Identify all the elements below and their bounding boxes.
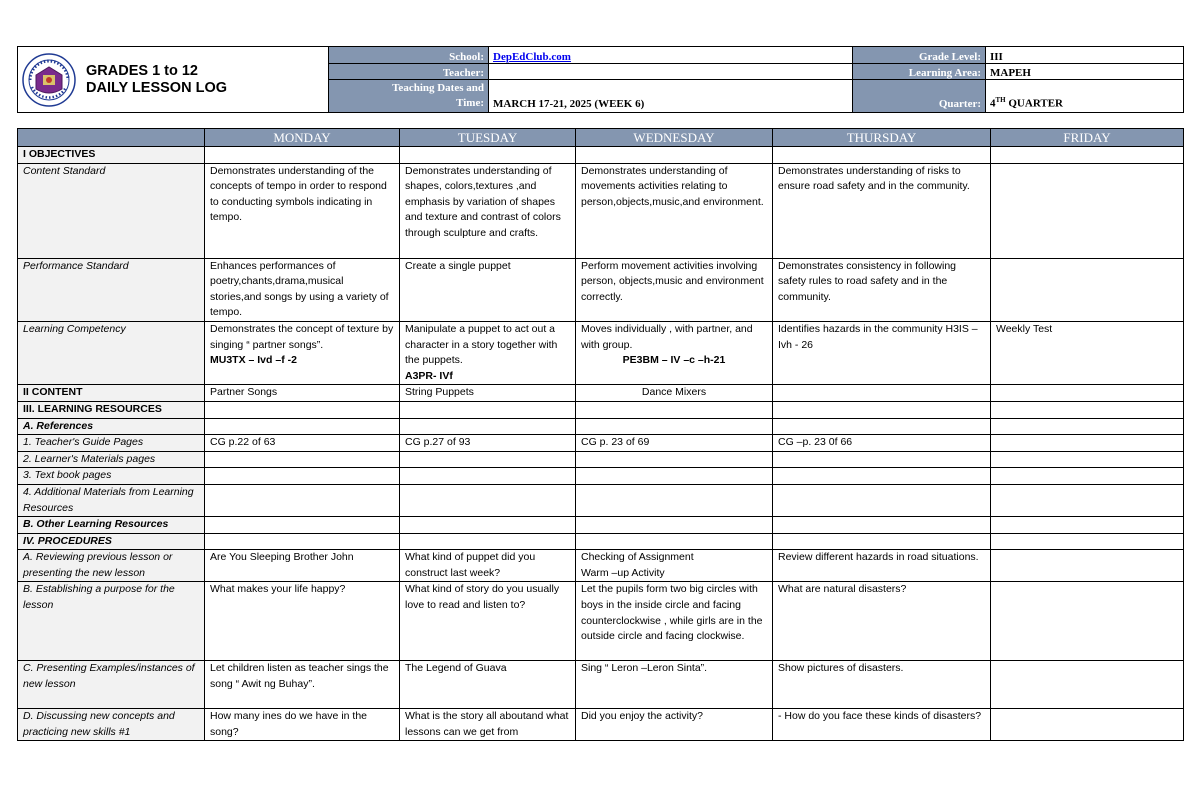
lesson-log-table-wrap xyxy=(17,128,1183,741)
day-header-wednesday: WEDNESDAY xyxy=(576,129,773,147)
table-cell xyxy=(400,401,576,418)
proc-c-friday xyxy=(991,661,1184,709)
title-line-2: DAILY LESSON LOG xyxy=(86,79,227,96)
lesson-log-header xyxy=(17,46,1183,112)
proc-a-monday: Are You Sleeping Brother John xyxy=(205,550,400,582)
table-row xyxy=(18,709,1184,741)
table-cell xyxy=(205,451,400,468)
grade-level-label: Grade Level: xyxy=(853,47,986,64)
table-cell xyxy=(205,418,400,435)
teacher-label: Teacher: xyxy=(329,64,489,80)
proc-c-tuesday: The Legend of Guava xyxy=(400,661,576,709)
tg-pages-monday: CG p.22 of 63 xyxy=(205,435,400,452)
proc-c-monday: Let children listen as teacher sings the song “ Awit ng Buhay”. xyxy=(205,661,400,709)
learning-area-value: MAPEH xyxy=(986,64,1184,80)
row-label-learning-competency: Learning Competency xyxy=(18,321,205,384)
learning-competency-monday xyxy=(205,321,400,384)
proc-d-tuesday-text: What is the story all aboutand what lessons can we get from xyxy=(405,710,569,739)
performance-standard-monday: Enhances performances of poetry,chants,drama,musical stories,and songs by using a variety of tempo. xyxy=(205,258,400,321)
day-header-friday: FRIDAY xyxy=(991,129,1184,147)
table-row xyxy=(18,468,1184,485)
quarter-word: QUARTER xyxy=(1005,98,1063,110)
table-row xyxy=(18,533,1184,550)
title-line-1: GRADES 1 to 12 xyxy=(86,62,198,79)
table-row xyxy=(18,517,1184,534)
competency-text: Manipulate a puppet to act out a character in a story together with the puppets. xyxy=(405,322,558,367)
learning-competency-tuesday xyxy=(400,321,576,384)
proc-b-thursday: What are natural disasters? xyxy=(773,582,991,661)
table-row xyxy=(18,484,1184,516)
content-standard-monday: Demonstrates understanding of the concepts of tempo in order to respond to conducting symbols indicating in tempo. xyxy=(205,163,400,258)
competency-text: Demonstrates the concept of texture by singing “ partner songs”. xyxy=(210,322,394,351)
table-cell xyxy=(991,147,1184,164)
table-row xyxy=(18,418,1184,435)
table-cell xyxy=(991,418,1184,435)
proc-a-friday xyxy=(991,550,1184,582)
table-cell xyxy=(576,533,773,550)
table-cell xyxy=(205,468,400,485)
proc-a-wednesday xyxy=(576,550,773,582)
content-standard-friday xyxy=(991,163,1184,258)
teacher-value xyxy=(489,64,853,80)
learning-competency-friday: Weekly Test xyxy=(991,321,1184,384)
proc-d-label-text: D. Discussing new concepts and practicing new skills #1 xyxy=(23,710,175,739)
table-cell xyxy=(991,468,1184,485)
table-cell xyxy=(576,401,773,418)
table-row xyxy=(18,401,1184,418)
row-label-proc-b: B. Establishing a purpose for the lesson xyxy=(18,582,205,661)
content-standard-wednesday: Demonstrates understanding of movements activities relating to person,objects,music,and environment. xyxy=(576,163,773,258)
learning-competency-thursday: Identifies hazards in the community H3IS – Ivh - 26 xyxy=(773,321,991,384)
row-label-procedures: IV. PROCEDURES xyxy=(18,533,205,550)
table-cell xyxy=(576,147,773,164)
grade-level-value: III xyxy=(986,47,1184,64)
row-label-learning-resources: III. LEARNING RESOURCES xyxy=(18,401,205,418)
table-cell xyxy=(773,517,991,534)
table-cell xyxy=(400,517,576,534)
proc-b-wednesday: Let the pupils form two big circles with boys in the inside circle and facing counterclockwise , while girls are in the outside circle and facing clockwise. xyxy=(576,582,773,661)
content-tuesday: String Puppets xyxy=(400,385,576,402)
proc-b-tuesday: What kind of story do you usually love to read and listen to? xyxy=(400,582,576,661)
proc-d-friday-text xyxy=(996,709,1178,740)
table-cell xyxy=(576,418,773,435)
deped-seal-icon xyxy=(22,53,76,107)
table-cell xyxy=(991,451,1184,468)
school-value[interactable] xyxy=(489,47,853,64)
row-label-objectives: I OBJECTIVES xyxy=(18,147,205,164)
logo-title-cell xyxy=(18,47,329,113)
tg-pages-friday xyxy=(991,435,1184,452)
day-header-monday: MONDAY xyxy=(205,129,400,147)
table-cell xyxy=(773,147,991,164)
row-label-learners-materials: 2. Learner's Materials pages xyxy=(18,451,205,468)
teaching-dates-label xyxy=(329,80,489,113)
proc-b-friday xyxy=(991,582,1184,661)
table-cell xyxy=(773,533,991,550)
quarter-value xyxy=(986,80,1184,113)
proc-a-tuesday: What kind of puppet did you construct last week? xyxy=(400,550,576,582)
tg-pages-thursday: CG –p. 23 0f 66 xyxy=(773,435,991,452)
lesson-log-table xyxy=(17,128,1184,741)
competency-text: Moves individually , with partner, and with group. xyxy=(581,322,753,351)
table-row xyxy=(18,451,1184,468)
proc-d-thursday xyxy=(773,709,991,741)
table-row xyxy=(18,147,1184,164)
proc-d-monday xyxy=(205,709,400,741)
table-cell xyxy=(205,517,400,534)
corner-header xyxy=(18,129,205,147)
row-label-proc-a: A. Reviewing previous lesson or presenting the new lesson xyxy=(18,550,205,582)
row-label-performance-standard: Performance Standard xyxy=(18,258,205,321)
competency-code: PE3BM – IV –c –h-21 xyxy=(622,354,726,367)
table-row xyxy=(18,435,1184,452)
table-cell xyxy=(400,147,576,164)
proc-a-thursday: Review different hazards in road situations. xyxy=(773,550,991,582)
teaching-dates-label-line2: Time: xyxy=(456,97,484,109)
table-cell xyxy=(205,484,400,516)
proc-d-friday xyxy=(991,709,1184,741)
table-cell xyxy=(400,484,576,516)
content-friday xyxy=(991,385,1184,402)
proc-d-thursday-text: - How do you face these kinds of disasters? xyxy=(778,710,982,723)
table-cell xyxy=(400,468,576,485)
performance-standard-thursday: Demonstrates consistency in following safety rules to road safety and in the community. xyxy=(773,258,991,321)
day-header-row xyxy=(18,129,1184,147)
content-wednesday: Dance Mixers xyxy=(576,385,773,402)
row-label-content-standard: Content Standard xyxy=(18,163,205,258)
content-thursday xyxy=(773,385,991,402)
performance-standard-wednesday: Perform movement activities involving person, objects,music and environment correctly. xyxy=(576,258,773,321)
table-row xyxy=(18,550,1184,582)
header-table xyxy=(17,46,1184,113)
tg-pages-tuesday: CG p.27 of 93 xyxy=(400,435,576,452)
table-row xyxy=(18,258,1184,321)
table-cell xyxy=(773,451,991,468)
table-cell xyxy=(991,401,1184,418)
table-cell xyxy=(773,418,991,435)
teaching-dates-value: MARCH 17-21, 2025 (WEEK 6) xyxy=(489,80,853,113)
table-cell xyxy=(400,451,576,468)
table-cell xyxy=(205,533,400,550)
table-row xyxy=(18,661,1184,709)
table-cell xyxy=(205,401,400,418)
day-header-tuesday: TUESDAY xyxy=(400,129,576,147)
proc-d-monday-text: How many ines do we have in the song? xyxy=(210,710,368,739)
table-row xyxy=(18,163,1184,258)
table-cell xyxy=(400,418,576,435)
day-header-thursday: THURSDAY xyxy=(773,129,991,147)
proc-a-wed-line1: Checking of Assignment xyxy=(581,551,694,564)
row-label-additional-materials: 4. Additional Materials from Learning Resources xyxy=(18,484,205,516)
table-cell xyxy=(205,147,400,164)
school-link[interactable]: DepEdClub.com xyxy=(493,51,571,63)
content-monday: Partner Songs xyxy=(205,385,400,402)
table-cell xyxy=(991,533,1184,550)
row-label-proc-c: C. Presenting Examples/instances of new lesson xyxy=(18,661,205,709)
proc-d-wednesday-text: Did you enjoy the activity? xyxy=(581,710,703,723)
table-cell xyxy=(576,484,773,516)
row-label-other-resources: B. Other Learning Resources xyxy=(18,517,205,534)
proc-b-monday: What makes your life happy? xyxy=(205,582,400,661)
teaching-dates-label-line1: Teaching Dates and xyxy=(392,82,484,94)
table-cell xyxy=(991,484,1184,516)
proc-a-wed-line2: Warm –up Activity xyxy=(581,566,665,579)
table-cell xyxy=(576,468,773,485)
content-standard-thursday: Demonstrates understanding of risks to ensure road safety and in the community. xyxy=(773,163,991,258)
table-cell xyxy=(576,517,773,534)
table-cell xyxy=(576,451,773,468)
competency-code: MU3TX – Ivd –f -2 xyxy=(210,354,297,367)
proc-d-tuesday xyxy=(400,709,576,741)
table-row xyxy=(18,582,1184,661)
performance-standard-friday xyxy=(991,258,1184,321)
competency-code: A3PR- IVf xyxy=(405,369,453,382)
quarter-number: 4 xyxy=(990,98,996,110)
table-cell xyxy=(773,484,991,516)
quarter-label: Quarter: xyxy=(853,80,986,113)
content-standard-tuesday: Demonstrates understanding of shapes, colors,textures ,and emphasis by variation of shapes and texture and contrast of colors through sculpture and crafts. xyxy=(400,163,576,258)
performance-standard-tuesday: Create a single puppet xyxy=(400,258,576,321)
proc-d-wednesday xyxy=(576,709,773,741)
table-cell xyxy=(991,517,1184,534)
learning-competency-wednesday xyxy=(576,321,773,384)
table-cell xyxy=(400,533,576,550)
proc-c-thursday: Show pictures of disasters. xyxy=(773,661,991,709)
row-label-textbook-pages: 3. Text book pages xyxy=(18,468,205,485)
learning-area-label: Learning Area: xyxy=(853,64,986,80)
school-label: School: xyxy=(329,47,489,64)
table-row xyxy=(18,321,1184,384)
row-label-teachers-guide: 1. Teacher's Guide Pages xyxy=(18,435,205,452)
row-label-proc-d xyxy=(18,709,205,741)
quarter-suffix: TH xyxy=(995,96,1006,105)
tg-pages-wednesday: CG p. 23 of 69 xyxy=(576,435,773,452)
row-label-references: A. References xyxy=(18,418,205,435)
table-cell xyxy=(773,401,991,418)
lesson-log-title xyxy=(86,63,227,97)
row-label-content: II CONTENT xyxy=(18,385,205,402)
table-row xyxy=(18,385,1184,402)
proc-c-wednesday: Sing “ Leron –Leron Sinta”. xyxy=(576,661,773,709)
table-cell xyxy=(773,468,991,485)
